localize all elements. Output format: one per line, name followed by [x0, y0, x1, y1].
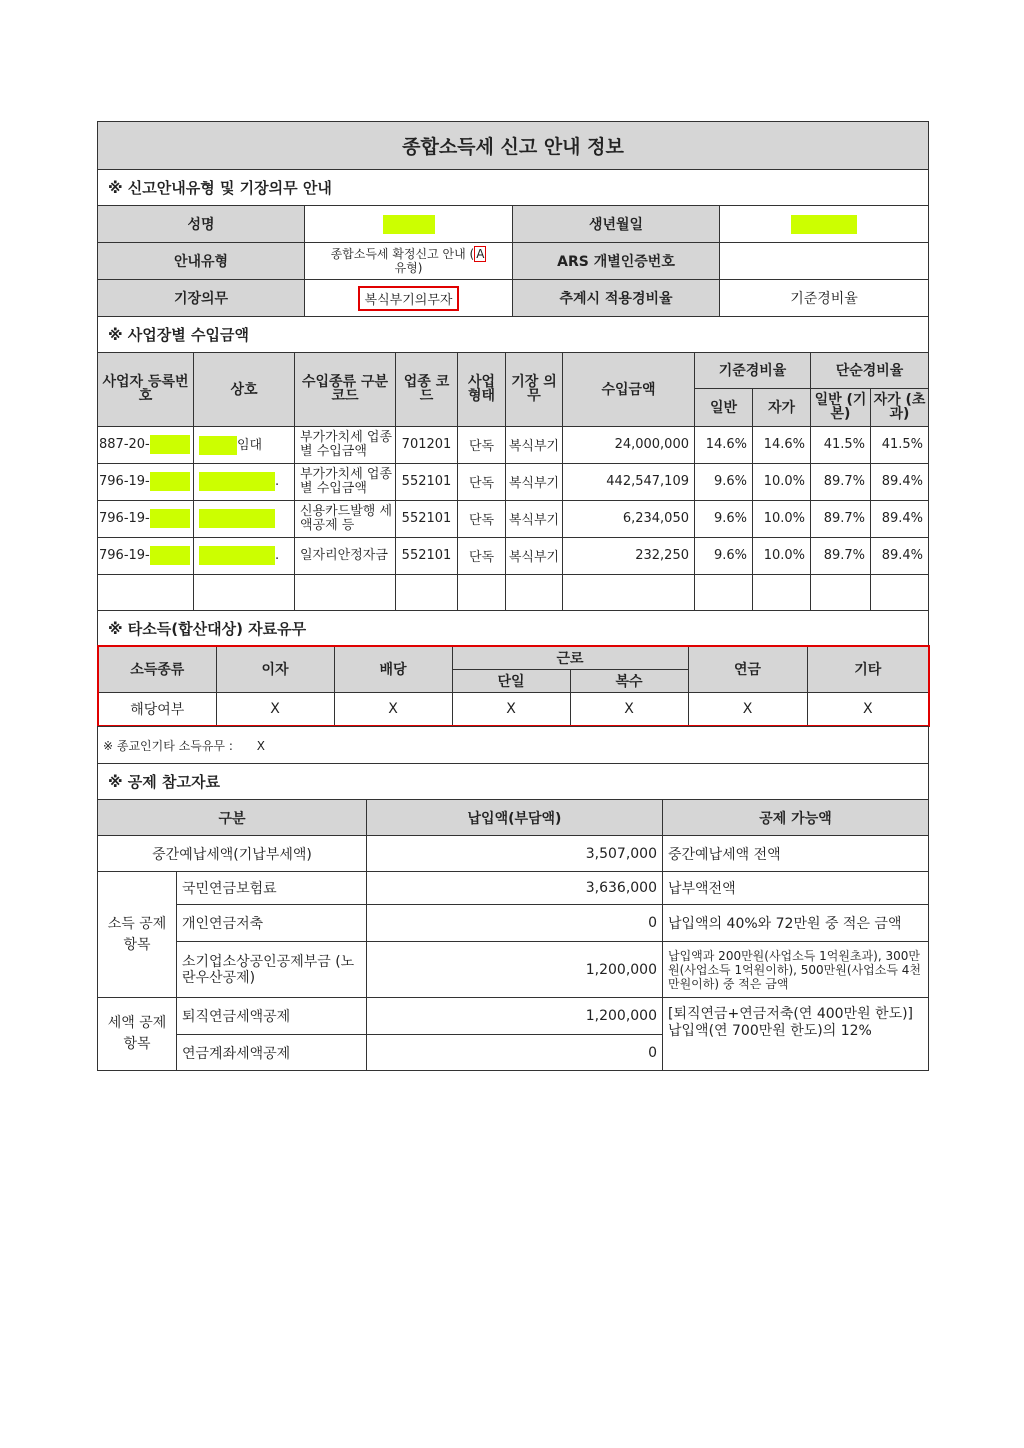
- redacted-highlight: [383, 215, 435, 234]
- empty-cell: [811, 574, 871, 610]
- redacted-highlight: [199, 436, 237, 455]
- reg-no-cell: 887-20-: [98, 426, 194, 463]
- section-deduction-heading: ※ 공제 참고자료: [98, 764, 929, 800]
- other-income-table: [97, 645, 930, 727]
- biz-form-cell: 단독: [458, 463, 506, 500]
- header-reg-no: 사업자 등록번호: [98, 352, 194, 426]
- std-own-cell: 10.0%: [753, 537, 811, 574]
- interim-available: 중간예납세액 전액: [663, 836, 929, 872]
- business-row: [98, 426, 929, 463]
- std-general-cell: 9.6%: [695, 463, 753, 500]
- header-simple-rate: 단순경비율: [811, 352, 929, 388]
- simple-basic-cell: 89.7%: [811, 463, 871, 500]
- ars-label: ARS 개별인증번호: [513, 243, 720, 280]
- income-type-cell: 신용카드발행 세액공제 등: [295, 500, 396, 537]
- header-interest: 이자: [216, 646, 334, 692]
- name-value: [305, 206, 513, 243]
- section-guide-heading: ※ 신고안내유형 및 기장의무 안내: [98, 170, 929, 206]
- std-general-cell: 9.6%: [695, 537, 753, 574]
- header-pension: 연금: [688, 646, 807, 692]
- deduction-table: [97, 726, 929, 1071]
- redacted-highlight: [791, 215, 857, 234]
- empty-cell: [695, 574, 753, 610]
- company-cell: .: [194, 463, 295, 500]
- etc-value: X: [807, 692, 929, 726]
- income-type-cell: 일자리안정자금: [295, 537, 396, 574]
- header-own: 자가: [753, 388, 811, 426]
- religious-income-note: ※ 종교인기타 소득유무 : X: [98, 727, 929, 764]
- item-available: 납입액의 40%와 72만원 중 적은 금액: [663, 905, 929, 942]
- business-row: [98, 500, 929, 537]
- section-other-income-heading: ※ 타소득(합산대상) 자료유무: [98, 610, 929, 646]
- item-label: 개인연금저축: [177, 905, 367, 942]
- header-general-basic: 일반 (기본): [811, 388, 871, 426]
- item-label: 연금계좌세액공제: [177, 1035, 367, 1071]
- tax-credit-group: 세액 공제 항목: [98, 998, 177, 1071]
- bookkeeping-label: 기장의무: [98, 280, 305, 317]
- applicable-label: 해당여부: [98, 692, 216, 726]
- header-industry-code: 업종 코드: [396, 352, 458, 426]
- interim-label: 중간예납세액(기납부세액): [98, 836, 367, 872]
- item-available: 납부액전액: [663, 872, 929, 905]
- revenue-cell: 232,250: [563, 537, 695, 574]
- guide-table: [97, 121, 929, 353]
- section-business-heading: ※ 사업장별 수입금액: [98, 317, 929, 353]
- empty-cell: [563, 574, 695, 610]
- reg-no-cell: 796-19-: [98, 537, 194, 574]
- birth-label: 생년월일: [513, 206, 720, 243]
- bookkeeping-value: 복식부기의무자: [359, 287, 459, 310]
- industry-code-cell: 701201: [396, 426, 458, 463]
- rate-label: 추계시 적용경비율: [513, 280, 720, 317]
- simple-excess-cell: 89.4%: [871, 500, 929, 537]
- empty-cell: [98, 574, 194, 610]
- item-paid: 1,200,000: [367, 998, 663, 1035]
- item-paid: 0: [367, 905, 663, 942]
- biz-form-cell: 단독: [458, 500, 506, 537]
- header-std-rate: 기준경비율: [695, 352, 811, 388]
- tax-guide-document: [97, 121, 928, 1071]
- empty-cell: [506, 574, 563, 610]
- business-table: [97, 352, 929, 647]
- reg-no-cell: 796-19-: [98, 463, 194, 500]
- std-own-cell: 10.0%: [753, 500, 811, 537]
- interim-paid: 3,507,000: [367, 836, 663, 872]
- item-paid: 3,636,000: [367, 872, 663, 905]
- header-etc: 기타: [807, 646, 929, 692]
- pension-available: [퇴직연금+연금저축(연 400만원 한도)]납입액(연 700만원 한도)의 12%: [663, 998, 929, 1071]
- redacted-highlight: [150, 435, 190, 454]
- birth-value: [720, 206, 929, 243]
- labor-single-value: X: [452, 692, 570, 726]
- header-biz-form: 사업 형태: [458, 352, 506, 426]
- business-row: [98, 463, 929, 500]
- income-deduction-group: 소득 공제 항목: [98, 872, 177, 998]
- company-cell: 임대: [194, 426, 295, 463]
- business-row: [98, 537, 929, 574]
- dividend-value: X: [334, 692, 452, 726]
- item-paid: 0: [367, 1035, 663, 1071]
- pension-value: X: [688, 692, 807, 726]
- interest-value: X: [216, 692, 334, 726]
- item-label: 소기업소상공인공제부금 (노란우산공제): [177, 942, 367, 998]
- business-rows: [98, 426, 929, 574]
- header-available: 공제 가능액: [663, 800, 929, 836]
- reg-no-cell: 796-19-: [98, 500, 194, 537]
- header-own-excess: 자가 (초과): [871, 388, 929, 426]
- revenue-cell: 442,547,109: [563, 463, 695, 500]
- header-dividend: 배당: [334, 646, 452, 692]
- header-labor-multi: 복수: [570, 669, 688, 692]
- bookkeeping-cell: 복식부기: [506, 426, 563, 463]
- empty-cell: [396, 574, 458, 610]
- empty-cell: [295, 574, 396, 610]
- simple-basic-cell: 89.7%: [811, 537, 871, 574]
- labor-multi-value: X: [570, 692, 688, 726]
- redacted-highlight: [150, 546, 190, 565]
- redacted-highlight: [150, 509, 190, 528]
- revenue-cell: 6,234,050: [563, 500, 695, 537]
- simple-basic-cell: 89.7%: [811, 500, 871, 537]
- header-general: 일반: [695, 388, 753, 426]
- header-revenue: 수입금액: [563, 352, 695, 426]
- type-label: 안내유형: [98, 243, 305, 280]
- redacted-highlight: [150, 472, 190, 491]
- annotated-letter: A: [476, 247, 485, 261]
- simple-excess-cell: 89.4%: [871, 463, 929, 500]
- empty-cell: [753, 574, 811, 610]
- industry-code-cell: 552101: [396, 463, 458, 500]
- item-label: 국민연금보험료: [177, 872, 367, 905]
- industry-code-cell: 552101: [396, 537, 458, 574]
- header-paid: 납입액(부담액): [367, 800, 663, 836]
- header-income-kind: 소득종류: [98, 646, 216, 692]
- header-labor: 근로: [452, 646, 688, 669]
- header-income-type: 수입종류 구분코드: [295, 352, 396, 426]
- std-general-cell: 9.6%: [695, 500, 753, 537]
- simple-basic-cell: 41.5%: [811, 426, 871, 463]
- redacted-highlight: [199, 546, 275, 565]
- simple-excess-cell: 89.4%: [871, 537, 929, 574]
- simple-excess-cell: 41.5%: [871, 426, 929, 463]
- header-bookkeeping: 기장 의무: [506, 352, 563, 426]
- bookkeeping-cell: 복식부기: [506, 537, 563, 574]
- income-type-cell: 부가가치세 업종별 수입금액: [295, 426, 396, 463]
- company-cell: [194, 500, 295, 537]
- redacted-highlight: [199, 509, 275, 528]
- redacted-highlight: [199, 472, 275, 491]
- item-available: 납입액과 200만원(사업소득 1억원초과), 300만원(사업소득 1억원이하), 500만원(사업소득 4천만원이하) 중 적은 금액: [663, 942, 929, 998]
- std-general-cell: 14.6%: [695, 426, 753, 463]
- name-label: 성명: [98, 206, 305, 243]
- rate-value: 기준경비율: [720, 280, 929, 317]
- ars-value: [720, 243, 929, 280]
- industry-code-cell: 552101: [396, 500, 458, 537]
- std-own-cell: 10.0%: [753, 463, 811, 500]
- item-paid: 1,200,000: [367, 942, 663, 998]
- revenue-cell: 24,000,000: [563, 426, 695, 463]
- std-own-cell: 14.6%: [753, 426, 811, 463]
- header-labor-single: 단일: [452, 669, 570, 692]
- bookkeeping-cell: [305, 280, 513, 317]
- type-value: 종합소득세 확정신고 안내 ( A 유형): [305, 243, 513, 280]
- income-type-cell: 부가가치세 업종별 수입금액: [295, 463, 396, 500]
- empty-cell: [194, 574, 295, 610]
- biz-form-cell: 단독: [458, 426, 506, 463]
- empty-cell: [871, 574, 929, 610]
- header-company: 상호: [194, 352, 295, 426]
- item-label: 퇴직연금세액공제: [177, 998, 367, 1035]
- header-category: 구분: [98, 800, 367, 836]
- document-title: 종합소득세 신고 안내 정보: [98, 122, 929, 170]
- bookkeeping-cell: 복식부기: [506, 500, 563, 537]
- bookkeeping-cell: 복식부기: [506, 463, 563, 500]
- empty-cell: [458, 574, 506, 610]
- biz-form-cell: 단독: [458, 537, 506, 574]
- company-cell: .: [194, 537, 295, 574]
